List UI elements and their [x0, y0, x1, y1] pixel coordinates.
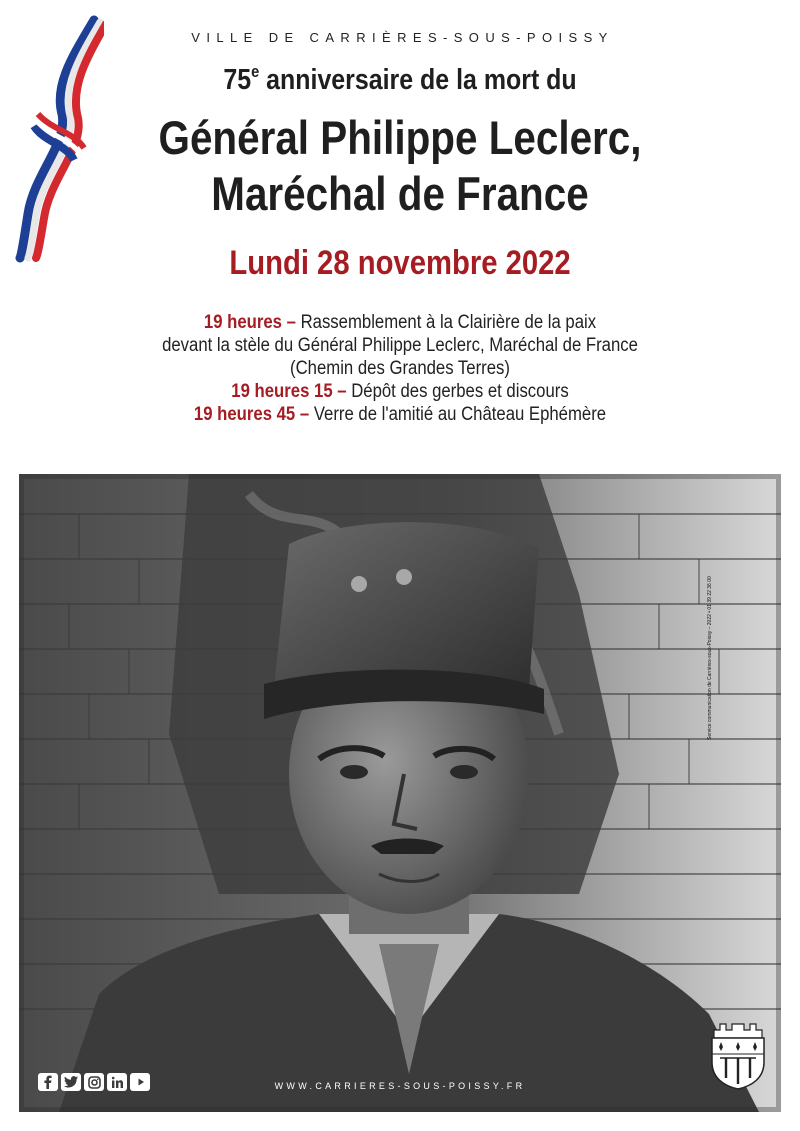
schedule-time: 19 heures – [203, 312, 296, 333]
schedule-text: Rassemblement à la Clairière de la paix [295, 312, 597, 333]
headline-general-name: Général Philippe Leclerc, [158, 111, 642, 164]
linkedin-icon[interactable] [107, 1073, 127, 1091]
instagram-icon[interactable] [84, 1073, 104, 1091]
schedule-line [83, 311, 717, 334]
schedule-time: 19 heures 15 – [231, 381, 347, 402]
anniversary-number: 75 [223, 64, 252, 96]
website-url[interactable]: WWW.CARRIERES-SOUS-POISSY.FR [274, 1081, 526, 1091]
city-name: VILLE DE CARRIÈRES-SOUS-POISSY [191, 30, 614, 45]
event-schedule [40, 311, 760, 426]
schedule-text: devant la stèle du Général Philippe Leclerc, Maréchal de France [162, 335, 638, 356]
twitter-icon[interactable] [61, 1073, 81, 1091]
headline-anniversary [151, 64, 650, 97]
city-coat-of-arms-icon [708, 1018, 768, 1090]
headline-marechal: Maréchal de France [211, 167, 589, 220]
tricolor-ribbon-icon [14, 14, 104, 264]
schedule-text: Verre de l'amitié au Château Ephémère [309, 404, 607, 425]
schedule-line [83, 357, 717, 380]
event-date: Lundi 28 novembre 2022 [229, 244, 571, 282]
facebook-icon[interactable] [38, 1073, 58, 1091]
schedule-text: (Chemin des Grandes Terres) [290, 358, 510, 379]
schedule-time: 19 heures 45 – [193, 404, 310, 425]
schedule-text: Dépôt des gerbes et discours [346, 381, 569, 402]
schedule-line [83, 334, 717, 357]
credit-text: Service communication de Carrières-sous-Poissy – 2022 • 01 39 22 36 00 [707, 576, 713, 740]
general-leclerc-portrait-photo [19, 474, 781, 1112]
social-links [38, 1073, 150, 1091]
ordinal-suffix: e [251, 62, 260, 81]
schedule-line [83, 403, 717, 426]
anniversary-text: anniversaire de la mort du [259, 64, 577, 96]
youtube-icon[interactable] [130, 1073, 150, 1091]
schedule-line [83, 380, 717, 403]
